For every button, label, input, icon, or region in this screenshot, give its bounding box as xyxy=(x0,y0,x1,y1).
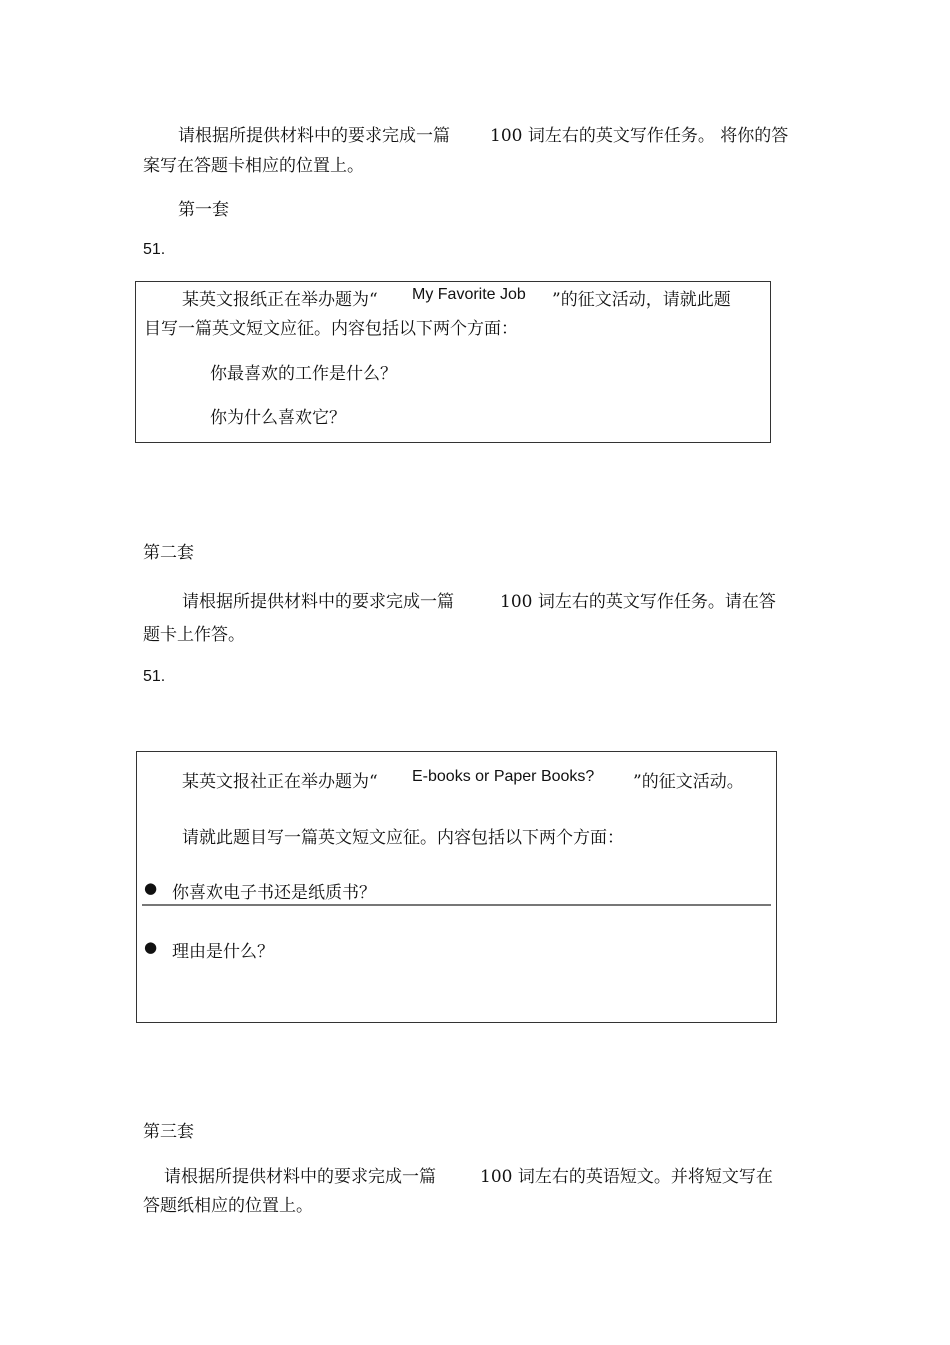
set2-instruction-b: 100 词左右的英文写作任务。请在答 xyxy=(500,592,776,612)
set2-question-number: 51. xyxy=(143,668,166,685)
instruction-line-1a: 请根据所提供材料中的要求完成一篇 xyxy=(178,126,450,146)
set2-instruction-c: 题卡上作答。 xyxy=(143,625,245,645)
set2-bullet-2-icon: ● xyxy=(144,938,158,956)
set3-heading: 第三套 xyxy=(143,1122,194,1142)
set2-instruction-a: 请根据所提供材料中的要求完成一篇 xyxy=(182,592,454,612)
instruction-line-2: 案写在答题卡相应的位置上。 xyxy=(143,156,364,176)
set1-prompt-topic: My Favorite Job xyxy=(412,286,526,303)
set3-instruction-c: 答题纸相应的位置上。 xyxy=(143,1196,313,1216)
set2-prompt-text-c: ”的征文活动。 xyxy=(633,772,744,792)
set1-point-2: 你为什么喜欢它？ xyxy=(210,408,346,428)
set3-instruction-b: 100 词左右的英语短文。并将短文写在 xyxy=(480,1167,773,1187)
set2-point-2: 理由是什么？ xyxy=(172,942,274,962)
set1-question-number: 51. xyxy=(143,241,166,258)
set3-instruction-a: 请根据所提供材料中的要求完成一篇 xyxy=(164,1167,436,1187)
set2-prompt-text-d: 请就此题目写一篇英文短文应征。内容包括以下两个方面： xyxy=(182,828,624,848)
set2-heading: 第二套 xyxy=(143,543,194,563)
set1-point-1: 你最喜欢的工作是什么？ xyxy=(210,364,397,384)
instruction-line-1b: 100 词左右的英文写作任务。 将你的答 xyxy=(490,126,789,146)
set2-divider-line xyxy=(142,904,771,906)
set2-bullet-1-icon: ● xyxy=(144,879,158,897)
set1-prompt-text-c: ”的征文活动，请就此题 xyxy=(552,290,731,310)
set2-point-1: 你喜欢电子书还是纸质书？ xyxy=(172,883,376,903)
set2-prompt-text-a: 某英文报社正在举办题为“ xyxy=(182,772,378,792)
set1-heading: 第一套 xyxy=(178,200,229,220)
set1-prompt-text-d: 目写一篇英文短文应征。内容包括以下两个方面： xyxy=(144,319,518,339)
set1-prompt-text-a: 某英文报纸正在举办题为“ xyxy=(182,290,378,310)
set2-prompt-topic: E-books or Paper Books? xyxy=(412,768,595,785)
